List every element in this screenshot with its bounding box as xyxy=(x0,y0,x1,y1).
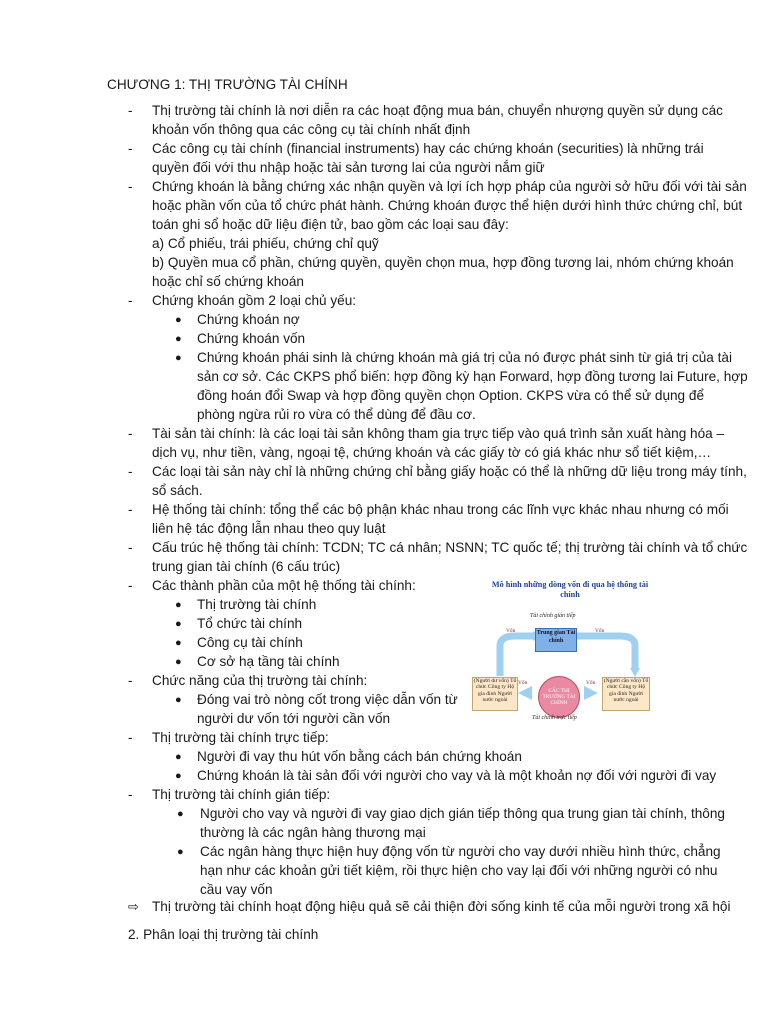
text-line: quyền đối với thu nhập hoặc tài sản tương lai của người nắm giữ xyxy=(152,160,545,175)
text-line: dịch vụ, như tiền, vàng, ngoại tệ, chứng khoán và các giấy tờ có giá khác như sổ tiết kiệm,… xyxy=(152,445,712,460)
bullet-icon: ● xyxy=(177,808,184,820)
indirect-label: Tài chính gián tiếp xyxy=(530,613,576,619)
text-line: Cơ sở hạ tầng tài chính xyxy=(197,654,340,669)
bullet-icon: ● xyxy=(175,656,182,668)
text-line: Các công cụ tài chính (financial instruments) hay các chứng khoán (securities) là những trái xyxy=(152,141,704,156)
text-line: Chứng khoán là bằng chứng xác nhận quyền và lợi ích hợp pháp của người sở hữu đối với tài sản xyxy=(152,179,747,194)
bullet-icon: ● xyxy=(175,637,182,649)
lenders-box: (Người dư vốn) Tổ chức Công ty Hộ gia đình Người nước ngoài xyxy=(472,677,518,711)
dash-marker: - xyxy=(128,540,133,555)
arrow-right-icon: ⇨ xyxy=(128,899,139,914)
text-line: Chứng khoán là tài sản đối với người cho vay và là một khoản nợ đối với người đi vay xyxy=(197,768,717,783)
text-line: cầu vay vốn xyxy=(200,882,273,897)
dash-marker: - xyxy=(128,293,133,308)
text-line: liên hệ tác động lẫn nhau theo quy luật xyxy=(152,521,386,536)
dash-marker: - xyxy=(128,464,133,479)
text-line: khoản vốn thông qua các công cụ tài chính nhất định xyxy=(152,122,471,137)
text-line: sản cơ sở. Các CKPS phổ biến: hợp đồng kỳ hạn Forward, hợp đồng tương lai Future, hợp xyxy=(197,369,748,384)
section-heading: 2. Phân loại thị trường tài chính xyxy=(128,927,319,942)
von-label: Vốn xyxy=(595,628,605,634)
dash-marker: - xyxy=(128,141,133,156)
dash-marker: - xyxy=(128,673,133,688)
bullet-icon: ● xyxy=(177,846,184,858)
text-line: Tài sản tài chính: là các loại tài sản không tham gia trực tiếp vào quá trình sản xuất hàng hóa – xyxy=(152,426,725,441)
bullet-icon: ● xyxy=(175,314,182,326)
text-line: Chứng khoán nợ xyxy=(197,312,300,327)
dash-marker: - xyxy=(128,578,133,593)
financial-flow-diagram xyxy=(470,580,670,722)
text-line: Thị trường tài chính là nơi diễn ra các hoạt động mua bán, chuyển nhượng quyền sử dụng các xyxy=(152,103,723,118)
chapter-title: CHƯƠNG 1: THỊ TRƯỜNG TÀI CHÍNH xyxy=(107,77,348,92)
borrowers-box: (Người cần vốn) Tổ chức Công ty Hộ gia đình Người nước ngoài xyxy=(602,677,650,711)
text-line: Các thành phần của một hệ thống tài chính: xyxy=(152,578,416,593)
diagram-title-line: Mô hình những dòng vốn đi qua hệ thống tài xyxy=(491,580,649,589)
text-line: đồng hoán đổi Swap và hợp đồng quyền chọn Option. CKPS vừa có thể sử dụng để xyxy=(197,388,705,403)
text-line: Hệ thống tài chính: tổng thể các bộ phận khác nhau trong các lĩnh vực khác nhau nhưng có mối xyxy=(152,502,729,517)
direct-label: Tài chính trực tiếp xyxy=(532,715,577,721)
dash-marker: - xyxy=(128,730,133,745)
text-line: Thị trường tài chính trực tiếp: xyxy=(152,730,329,745)
arrow-from-circle xyxy=(584,686,598,700)
von-label: Vốn xyxy=(518,680,528,686)
text-line: toán ghi sổ hoặc dữ liệu điện tử, bao gồm các loại sau đây: xyxy=(152,217,509,232)
text-line: hoặc phần vốn của tổ chức phát hành. Chứng khoán được thể hiện dưới hình thức chứng chỉ, bút xyxy=(152,198,743,213)
arrow-head xyxy=(630,668,640,677)
dash-marker: - xyxy=(128,502,133,517)
text-line: Các loại tài sản này chỉ là những chứng chỉ bằng giấy hoặc có thể là những dữ liệu trong máy tính, xyxy=(152,464,747,479)
text-line: Cấu trúc hệ thống tài chính: TCDN; TC cá nhân; NSNN; TC quốc tế; thị trường tài chính và tổ chức xyxy=(152,540,748,555)
dash-marker: - xyxy=(128,103,133,118)
diagram-title-line: chính xyxy=(560,590,580,599)
bullet-icon: ● xyxy=(175,352,182,364)
bullet-icon: ● xyxy=(175,694,182,706)
text-line: Thị trường tài chính xyxy=(197,597,317,612)
text-line: Người cho vay và người đi vay giao dịch gián tiếp thông qua trung gian tài chính, thông xyxy=(200,806,725,821)
text-line: Chức năng của thị trường tài chính: xyxy=(152,673,368,688)
text-line: Tổ chức tài chính xyxy=(197,616,303,631)
text-line: Chứng khoán phái sinh là chứng khoán mà giá trị của nó được phát sinh từ giá trị của tài xyxy=(197,350,732,365)
arrow-left-up xyxy=(500,636,535,676)
bullet-icon: ● xyxy=(175,770,182,782)
text-line: hoặc chỉ số chứng khoán xyxy=(152,274,304,289)
text-line: sổ sách. xyxy=(152,483,203,498)
text-line: Đóng vai trò nòng cốt trong việc dẫn vốn từ xyxy=(197,692,458,707)
bullet-icon: ● xyxy=(175,333,182,345)
text-line: Chứng khoán gồm 2 loại chủ yếu: xyxy=(152,293,357,308)
text-line: a) Cổ phiếu, trái phiếu, chứng chỉ quỹ xyxy=(152,236,379,251)
text-line: hạn như các khoản gửi tiết kiệm, rồi thực hiện cho vay lại đối với những người có nhu xyxy=(200,863,718,878)
von-label: Vốn xyxy=(586,680,596,686)
text-line: Chứng khoán vốn xyxy=(197,331,306,346)
von-label: Vốn xyxy=(506,628,516,634)
intermediary-box: Trung gian Tài chính xyxy=(535,628,577,652)
text-line: phòng ngừa rủi ro vừa có thể dùng để đầu cơ. xyxy=(197,407,476,422)
dash-marker: - xyxy=(128,426,133,441)
text-line: người dư vốn tới người cần vốn xyxy=(197,711,391,726)
bullet-icon: ● xyxy=(175,751,182,763)
markets-circle xyxy=(538,676,580,718)
bullet-icon: ● xyxy=(175,618,182,630)
text-line: b) Quyền mua cổ phần, chứng quyền, quyền chọn mua, hợp đồng tương lai, nhóm chứng khoán xyxy=(152,255,734,270)
text-line: Thị trường tài chính gián tiếp: xyxy=(152,787,331,802)
dash-marker: - xyxy=(128,179,133,194)
text-line: thường là các ngân hàng thương mại xyxy=(200,825,426,840)
arrow-right-down xyxy=(575,636,635,670)
text-line: Người đi vay thu hút vốn bằng cách bán chứng khoán xyxy=(197,749,522,764)
text-line: Thị trường tài chính hoạt động hiệu quả sẽ cải thiện đời sống kinh tế của mỗi người trong xã hội xyxy=(152,899,731,914)
text-line: Các ngân hàng thực hiện huy động vốn từ người cho vay dưới nhiều hình thức, chẳng xyxy=(200,844,721,859)
markets-label: CÁC THỊ TRƯỜNG TÀI CHÍNH xyxy=(542,687,576,707)
arrow-to-circle xyxy=(518,686,532,700)
text-line: Công cụ tài chính xyxy=(197,635,303,650)
bullet-icon: ● xyxy=(175,599,182,611)
text-line: trung gian tài chính (6 cấu trúc) xyxy=(152,559,341,574)
dash-marker: - xyxy=(128,787,133,802)
